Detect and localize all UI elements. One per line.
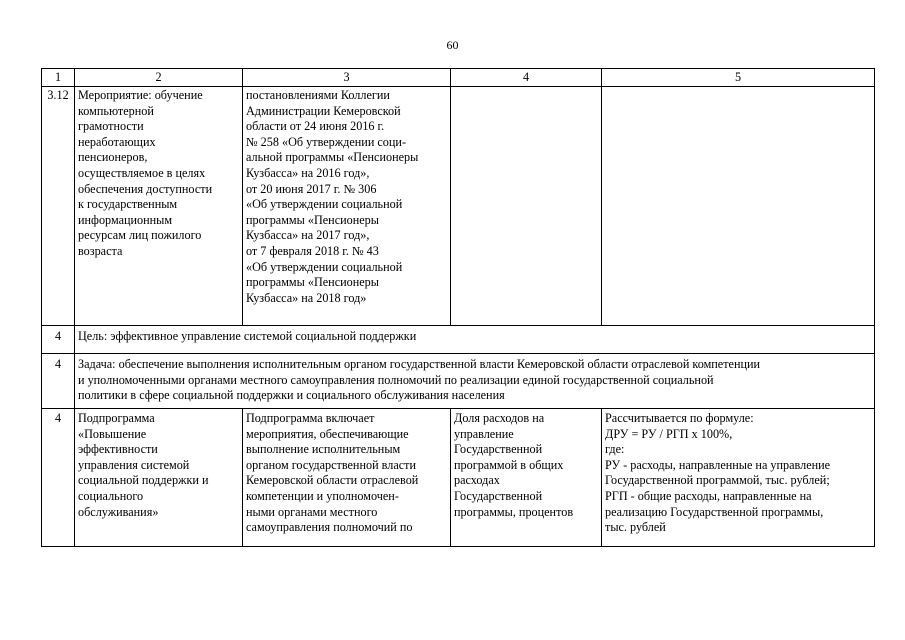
- indicator-name-cell: [451, 87, 602, 326]
- row-number-cell: 3.12: [42, 87, 75, 326]
- page-number: 60: [446, 38, 459, 52]
- header-cell-4: 4: [451, 69, 602, 87]
- indicators-table: [41, 68, 875, 547]
- row-number-cell: 4: [42, 326, 75, 354]
- header-cell-1: 1: [42, 69, 75, 87]
- header-cell-3: 3: [243, 69, 451, 87]
- header-cell-2: 2: [75, 69, 243, 87]
- event-name-cell: Мероприятие: обучение компьютерной грамотности неработающих пенсионеров, осуществляемое в целях обеспечения доступности к государственным информационным ресурсам лиц пожилого возраста: [75, 87, 243, 326]
- row-number-cell: 4: [42, 354, 75, 409]
- table-row-task: [42, 354, 875, 409]
- header-cell-5: 5: [602, 69, 875, 87]
- table-header-row: [42, 69, 875, 87]
- subprogram-name-cell: Подпрограмма «Повышение эффективности управления системой социальной поддержки и социального обслуживания»: [75, 409, 243, 547]
- row-number-cell: 4: [42, 409, 75, 547]
- table-row-3-12: [42, 87, 875, 326]
- event-description-cell: постановлениями Коллегии Администрации Кемеровской области от 24 июня 2016 г. № 258 «Об утверждении соци- альной программы «Пенсионеры Кузбасса» на 2016 год», от 20 июня 2017 г. № 306 «Об утверждении социальной программы «Пенсионеры Кузбасса» на 2017 год», от 7 февраля 2018 г. № 43 «Об утверждении социальной программы «Пенсионеры Кузбасса» на 2018 год»: [243, 87, 451, 326]
- indicator-formula-cell: Рассчитывается по формуле: ДРУ = РУ / РГП x 100%, где: РУ - расходы, направленные на управление Государственной программой, тыс. рублей; РГП - общие расходы, направленные на реализацию Государственной программы, тыс. рублей: [602, 409, 875, 547]
- task-text-cell: Задача: обеспечение выполнения исполнительным органом государственной власти Кемеровской области отраслевой компетенции и уполномоченными органами местного самоуправления полномочий по реализации единой государственной социальной политики в сфере социальной поддержки и социального обслуживания населения: [75, 354, 875, 409]
- subprogram-description-cell: Подпрограмма включает мероприятия, обеспечивающие выполнение исполнительным органом государственной власти Кемеровской области отраслевой компетенции и уполномочен- ными органами местного самоуправления полномочий по: [243, 409, 451, 547]
- indicator-name-cell: Доля расходов на управление Государственной программой в общих расходах Государственной программы, процентов: [451, 409, 602, 547]
- table-row-subprogram: [42, 409, 875, 547]
- indicator-formula-cell: [602, 87, 875, 326]
- table-row-goal: [42, 326, 875, 354]
- goal-text-cell: Цель: эффективное управление системой социальной поддержки: [75, 326, 875, 354]
